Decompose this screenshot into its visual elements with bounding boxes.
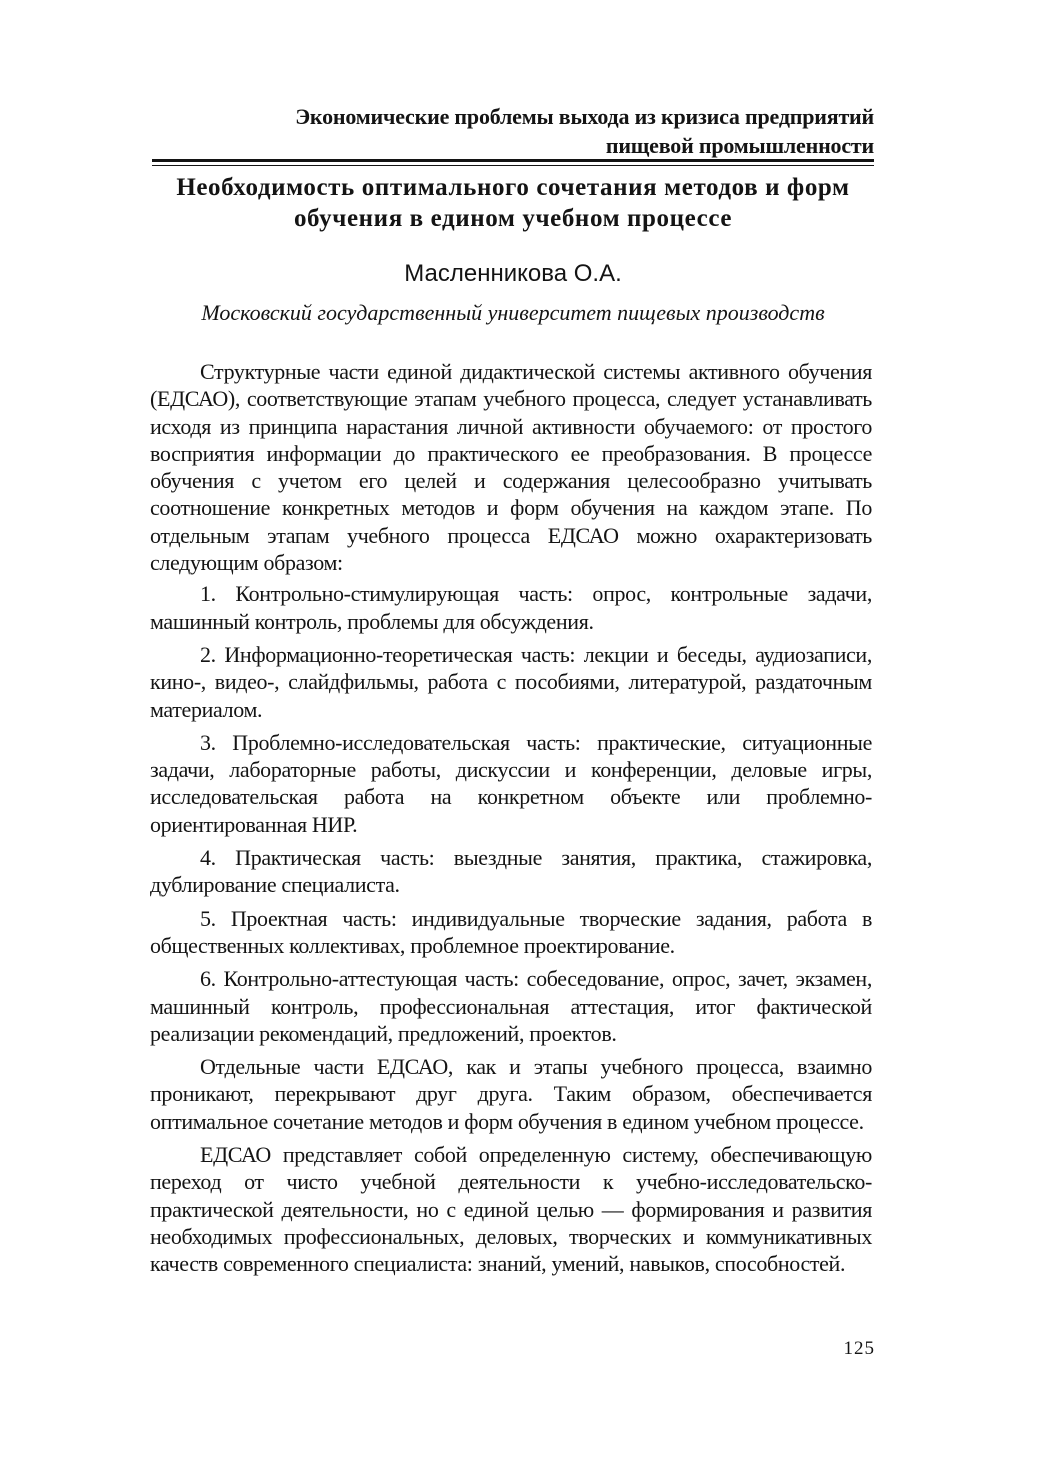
list-item: 3. Проблемно-исследовательская часть: практические, ситуационные задачи, лабораторные работы, дискуссии и конференции, деловые игры, исследовательская работа на конкретном объекте или проблемно-ориентированная НИР. bbox=[150, 729, 872, 837]
running-header bbox=[200, 102, 874, 160]
running-header-line-2: пищевой промышленности bbox=[605, 133, 874, 158]
page-number: 125 bbox=[843, 1338, 875, 1359]
article-body bbox=[150, 358, 872, 1281]
list-item: 2. Информационно-теоретическая часть: лекции и беседы, аудиозаписи, кино-, видео-, слайдфильмы, работа с пособиями, литературой, раздаточным материалом. bbox=[150, 641, 872, 722]
article-title bbox=[150, 172, 876, 234]
header-rule-thick bbox=[152, 159, 874, 162]
list-item: 5. Проектная часть: индивидуальные творческие задания, работа в общественных коллективах, проблемное проектирование. bbox=[150, 905, 872, 958]
running-header-line-1: Экономические проблемы выхода из кризиса предприятий bbox=[295, 104, 874, 129]
article-title-line-2: обучения в едином учебном процессе bbox=[293, 205, 733, 232]
paragraph-2: Отдельные части ЕДСАО, как и этапы учебного процесса, взаимно проникают, перекрывают друг друга. Таким образом, обеспечивается оптимальное сочетание методов и форм обучения в едином учебном процессе. bbox=[150, 1054, 872, 1134]
author-name: Масленникова О.А. bbox=[404, 260, 622, 287]
header-rule-thin bbox=[152, 165, 874, 166]
article-title-line-1: Необходимость оптимального сочетания методов и форм bbox=[176, 174, 850, 201]
list-item: 4. Практическая часть: выездные занятия, практика, стажировка, дублирование специалиста. bbox=[150, 845, 872, 898]
author-affiliation: Московский государственный университет пищевых производств bbox=[201, 300, 825, 325]
list-item: 6. Контрольно-аттестующая часть: собеседование, опрос, зачет, экзамен, машинный контроль, профессиональная аттестация, итог фактической реализации рекомендаций, предложений, проектов. bbox=[150, 966, 872, 1046]
list-item: 1. Контрольно-стимулирующая часть: опрос, контрольные задачи, машинный контроль, проблемы для обсуждения. bbox=[150, 581, 872, 634]
intro-paragraph: Структурные части единой дидактической системы активного обучения (ЕДСАО), соответствующие этапам учебного процесса, следует устанавливать исходя из принципа нарастания личной активности обучаемого: от простого восприятия информации до практического ее преобразования. В процессе обучения с учетом его целей и содержания целесообразно учитывать соотношение конкретных методов и форм обучения на каждом этапе. По отдельным этапам учебного процесса ЕДСАО можно охарактеризовать следующим образом: bbox=[150, 359, 872, 576]
paragraph-3: ЕДСАО представляет собой определенную систему, обеспечивающую переход от чисто учебной деятельности к учебно-исследовательско-практической деятельности, но с единой целью — формирования и развития необходимых профессиональных, деловых, творческих и коммуникативных качеств современного специалиста: знаний, умений, навыков, способностей. bbox=[150, 1142, 872, 1277]
